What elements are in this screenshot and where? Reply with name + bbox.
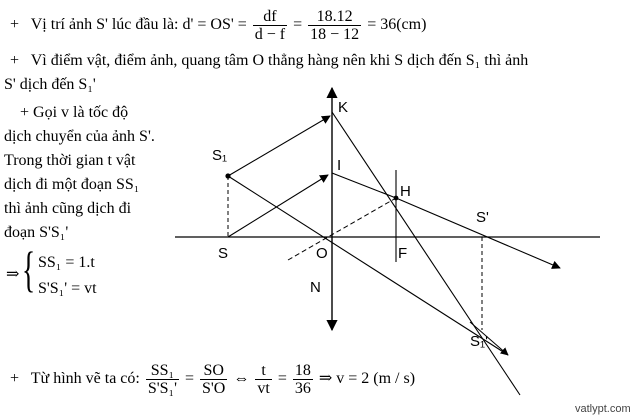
line-2a: + Vì điểm vật, điểm ảnh, quang tâm O thẳng hàng nên khi S dịch đến S₁ thì ảnh <box>10 52 529 69</box>
left-line-2: dịch chuyển của ảnh S'. <box>4 128 155 145</box>
ray-k-s1img <box>332 112 520 395</box>
label-f: F <box>398 245 408 262</box>
label-s1: S₁ <box>212 147 228 164</box>
point-h <box>394 196 399 201</box>
left-line-1: + Gọi v là tốc độ <box>20 104 129 121</box>
fraction-ss1: $\frac{\text{SS₁}}{\text{S'S₁'}}$ <box>147 362 177 397</box>
fraction-18-36: $\frac{18}{36}$ <box>294 362 311 397</box>
label-k: K <box>338 99 349 116</box>
line-1-result: = 36(cm) <box>367 16 427 34</box>
ray-i-h <box>332 173 396 198</box>
bottom-result: ⇒ v = 2 (m / s) <box>318 370 416 388</box>
bottom-line: + Từ hình vẽ ta có: $\frac{\text{SS₁}}{\text{S'S₁'}}$ = $\frac{SO}{S'O}$ ⇔ $\frac{t}{vt}$ = $\frac{18}{36}$ ⇒ v = 2 (m / s) <box>10 362 416 397</box>
left-line-5: thì ảnh cũng dịch đi <box>4 200 132 217</box>
line-1: + Vị trí ảnh S' lúc đầu là: d' = OS' = $\frac{df}{d - f}$ = $\frac{18.12}{18 - 12}$ = 36(cm) <box>10 8 427 43</box>
label-o: O <box>316 245 328 262</box>
fraction-df: $\frac{df}{d - f}$ <box>254 8 286 43</box>
fraction-t: $\frac{t}{vt}$ <box>257 362 270 397</box>
left-line-3: Trong thời gian t vật <box>4 152 136 169</box>
fraction-values: $\frac{18.12}{18 - 12}$ <box>310 8 360 43</box>
system-eq-b: S'S₁' = vt <box>38 280 97 297</box>
line-2b: S' dịch đến S₁' <box>4 76 96 93</box>
system-eq-a: SS₁ = 1.t <box>38 254 95 271</box>
system-brace: { <box>22 241 36 297</box>
ray-s-i <box>228 175 328 237</box>
label-s: S <box>218 245 229 262</box>
implies-symbol: ⇒ <box>6 266 20 283</box>
left-line-6: đoạn S'S₁' <box>4 224 69 241</box>
left-line-4: dịch đi một đoạn SS₁ <box>4 176 140 193</box>
label-s1-img: S₁' <box>470 333 488 350</box>
point-s1 <box>225 173 230 178</box>
line-1-text: Vị trí ảnh S' lúc đầu là: d' = OS' = <box>30 16 247 34</box>
ray-s1-through-o <box>228 176 508 355</box>
bullet: + <box>10 16 20 34</box>
label-n: N <box>310 279 321 296</box>
label-i: I <box>337 157 342 174</box>
ray-s1-k <box>228 116 330 176</box>
label-s-img: S' <box>476 209 489 226</box>
label-h: H <box>400 183 411 200</box>
watermark: vatlypt.com <box>575 403 631 415</box>
fraction-so: $\frac{SO}{S'O}$ <box>202 362 226 397</box>
dashed-aux-ray <box>288 198 396 260</box>
